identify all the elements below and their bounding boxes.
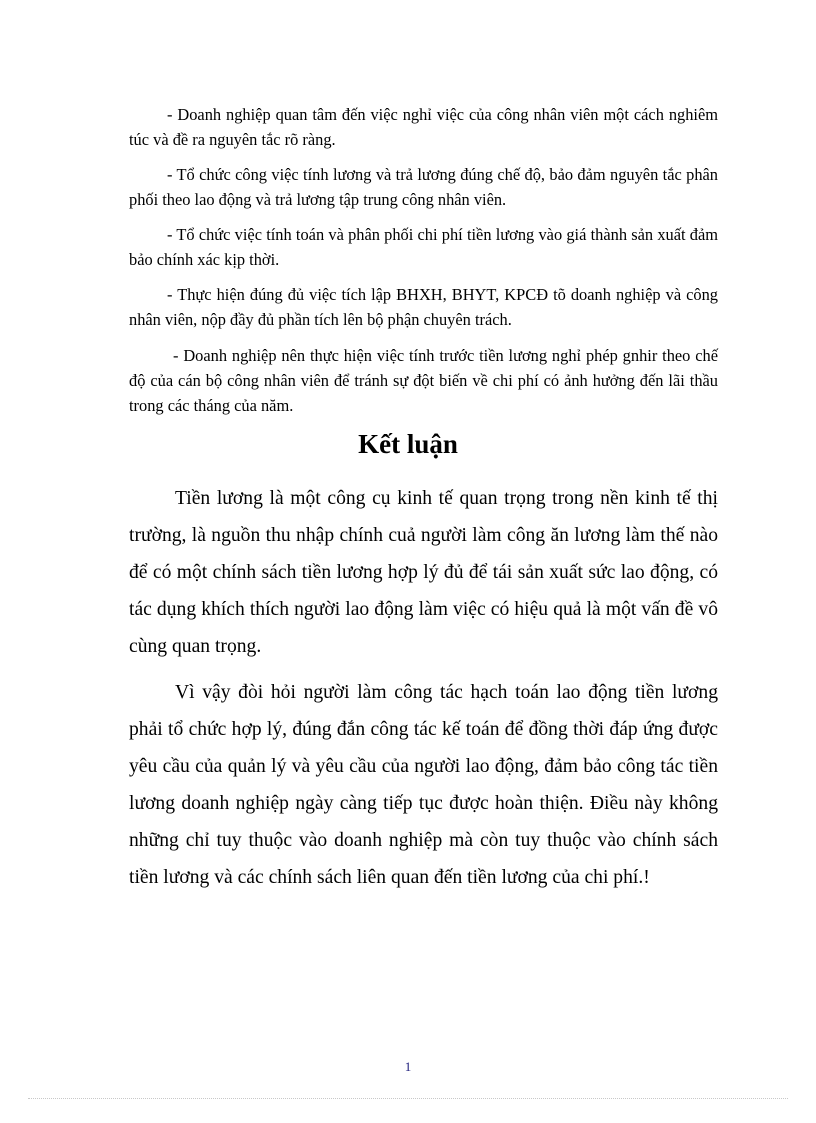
- recommendation-item: - Thực hiện đúng đủ việc tích lập BHXH, BHYT, KPCĐ tõ doanh nghiệp và công nhân viên, nộp đầy đủ phần tích lên bộ phận chuyên trách.: [129, 285, 718, 329]
- heading-word-regular: Kết: [358, 429, 401, 459]
- recommendation-item: - Doanh nghiệp nên thực hiện việc tính trước tiền lương nghỉ phép gnhir theo chế độ của cán bộ công nhân viên để tránh sự đột biến về chi phí có ảnh hưởng đến lãi thầu trong các tháng của năm.: [129, 346, 718, 415]
- conclusion-heading: [0, 424, 816, 464]
- heading-word-bold: luận: [406, 429, 458, 459]
- conclusion-paragraph: Tiền lương là một công cụ kinh tế quan trọng trong nền kinh tế thị trường, là nguồn thu nhập chính cuả người làm công ăn lương làm thế nào để có một chính sách tiền lương hợp lý đủ để tái sản xuất sức lao động, có tác dụng khích thích người lao động làm việc có hiệu quả là một vấn đề vô cùng quan trọng.: [129, 488, 718, 657]
- conclusion-body: [129, 480, 718, 905]
- conclusion-paragraph: Vì vậy đòi hỏi người làm công tác hạch toán lao động tiền lương phải tổ chức hợp lý, đúng đắn công tác kế toán để đồng thời đáp ứng được yêu cầu của quản lý và yêu cầu của người lao động, đảm bảo công tác tiền lương doanh nghiệp ngày càng tiếp tục được hoàn thiện. Điều này không những chỉ tuy thuộc vào doanh nghiệp mà còn tuy thuộc vào chính sách tiền lương và các chính sách liên quan đến tiền lương của chi phí.!: [129, 682, 718, 888]
- footer-divider: [28, 1098, 788, 1099]
- recommendation-item: - Tổ chức công việc tính lương và trả lương đúng chế độ, bảo đảm nguyên tắc phân phối theo lao động và trả lương tập trung công nhân viên.: [129, 165, 718, 209]
- page-number: 1: [404, 1059, 412, 1074]
- recommendation-list: [129, 103, 718, 429]
- recommendation-item: - Doanh nghiệp quan tâm đến việc nghỉ việc của công nhân viên một cách nghiêm túc và đề ra nguyên tắc rõ ràng.: [129, 105, 718, 149]
- recommendation-item: - Tổ chức việc tính toán và phân phối chi phí tiền lương vào giá thành sản xuất đảm bảo chính xác kịp thời.: [129, 225, 718, 269]
